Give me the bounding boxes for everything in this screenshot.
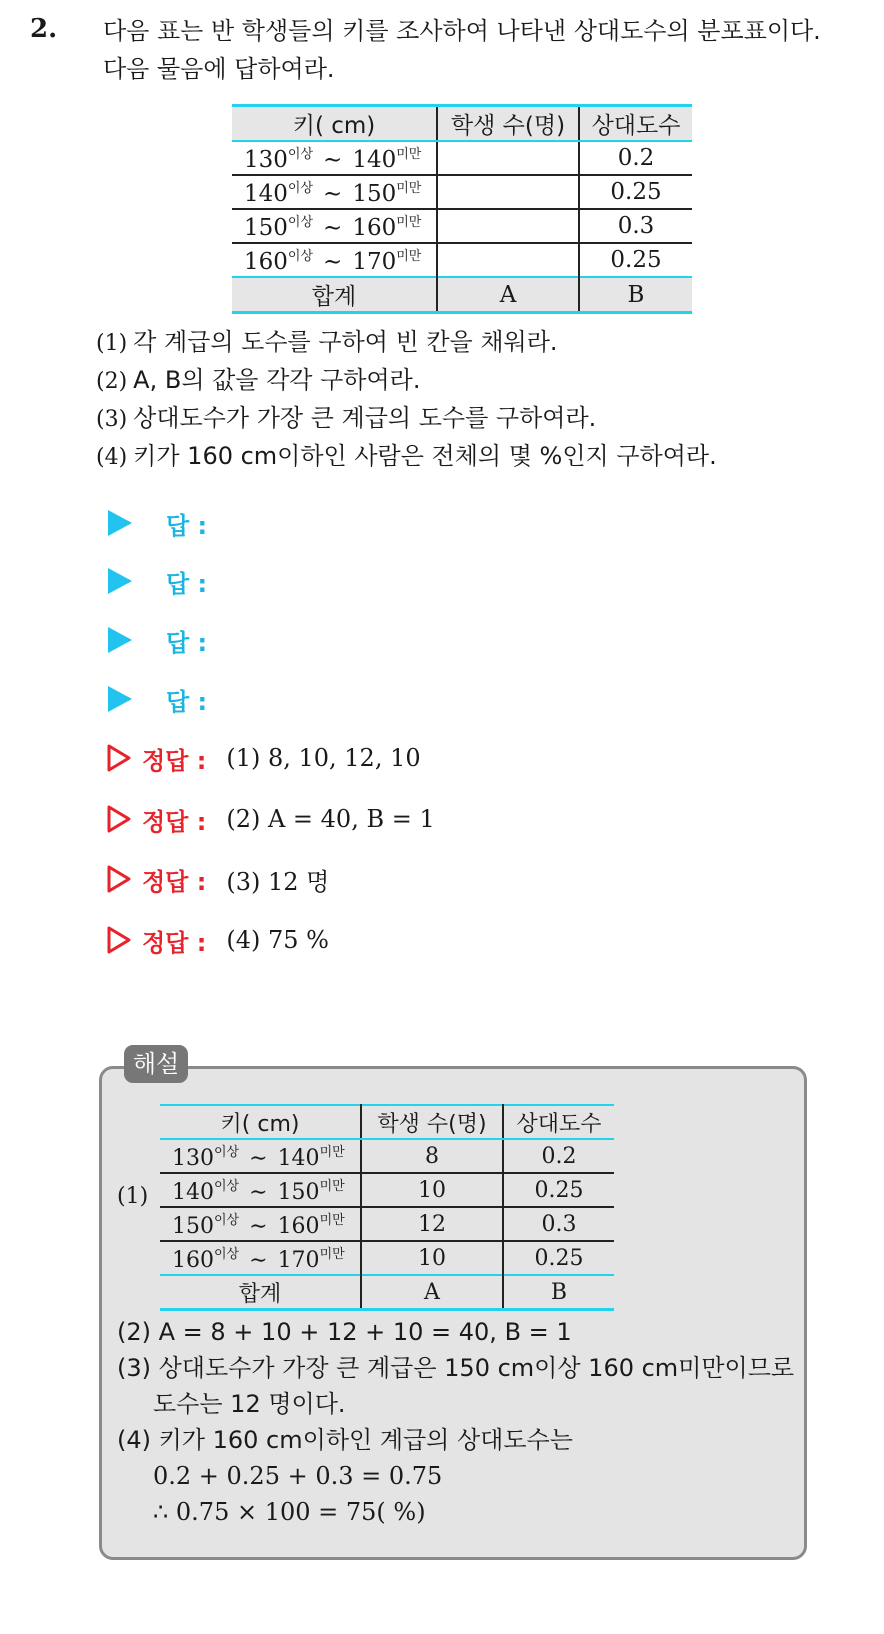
- total-relative-frequency: B: [503, 1275, 614, 1310]
- solution-label: 정답 :: [142, 746, 207, 775]
- explanation-frequency-table: [160, 1104, 614, 1311]
- class-range: $160^{이상}$ ∼ $170^{미만}$: [160, 1241, 361, 1275]
- table-row: [160, 1207, 614, 1241]
- total-label: 합계: [160, 1275, 361, 1310]
- header-students: 학생 수(명): [361, 1105, 503, 1139]
- answer-label: 답 :: [166, 511, 208, 540]
- student-count-cell: [437, 141, 579, 175]
- answer-input-1[interactable]: [108, 505, 207, 541]
- answer-input-3[interactable]: [108, 622, 207, 658]
- table-row: [160, 1139, 614, 1173]
- answer-input-4[interactable]: [108, 681, 207, 717]
- student-count-cell: 12: [361, 1207, 503, 1241]
- student-count-cell: 10: [361, 1173, 503, 1207]
- solution-row: [106, 738, 421, 778]
- class-range: $130^{이상}$ ∼ $140^{미만}$: [160, 1139, 361, 1173]
- explanation-text: [117, 1314, 807, 1530]
- relative-frequency-cell: 0.3: [503, 1207, 614, 1241]
- explanation-line: 도수는 12 명이다.: [153, 1390, 346, 1418]
- header-height: 키( cm): [232, 106, 437, 142]
- relative-frequency-cell: 0.3: [579, 209, 692, 243]
- relative-frequency-cell: 0.25: [610, 247, 662, 273]
- answer-label: 답 :: [166, 569, 208, 598]
- solution-row: [106, 859, 329, 899]
- explanation-part-1-label: (1): [117, 1184, 149, 1209]
- solution-value: (1) 8, 10, 12, 10: [226, 744, 421, 772]
- question-text: [103, 12, 873, 88]
- student-count-cell: [437, 175, 579, 209]
- class-range: $160^{이상}$ ∼ $170^{미만}$: [232, 243, 437, 277]
- class-range: $140^{이상}$ ∼ $150^{미만}$: [160, 1173, 361, 1207]
- question-line-2: 다음 물음에 답하여라.: [103, 55, 335, 83]
- triangle-outline-icon: [106, 925, 132, 955]
- header-height: 키( cm): [160, 1105, 361, 1139]
- play-arrow-icon: [108, 510, 132, 536]
- triangle-outline-icon: [106, 864, 132, 894]
- table-row: [232, 141, 692, 175]
- solution-label: 정답 :: [142, 928, 207, 957]
- relative-frequency-cell: 0.2: [579, 141, 692, 175]
- solution-row: [106, 799, 435, 839]
- explanation-tab: 해설: [124, 1045, 188, 1083]
- question-line-1: 다음 표는 반 학생들의 키를 조사하여 나타낸 상대도수의 분포표이다.: [103, 17, 821, 45]
- explanation-equation: ∴ 0.75 × 100 = 75( %): [153, 1498, 426, 1526]
- table-row: [232, 243, 692, 277]
- play-arrow-icon: [108, 686, 132, 712]
- subquestion: (2) A, B의 값을 각각 구하여라.: [96, 366, 421, 394]
- student-count-cell: 10: [361, 1241, 503, 1275]
- total-count: A: [437, 277, 579, 313]
- solution-label: 정답 :: [142, 867, 207, 896]
- table-row: [232, 175, 692, 209]
- answer-label: 답 :: [166, 628, 208, 657]
- class-range: $150^{이상}$ ∼ $160^{미만}$: [232, 209, 437, 243]
- relative-frequency-cell: 0.25: [579, 175, 692, 209]
- explanation-line: (4) 키가 160 cm이하인 계급의 상대도수는: [117, 1426, 573, 1454]
- question-number: 2.: [30, 14, 58, 44]
- answer-label: 답 :: [166, 687, 208, 716]
- frequency-table: [232, 104, 692, 314]
- subquestion: (1) 각 계급의 도수를 구하여 빈 칸을 채워라.: [96, 328, 558, 356]
- header-relative-frequency: 상대도수: [579, 106, 692, 142]
- solution-value: (3) 12 명: [226, 867, 330, 896]
- student-count-cell: [437, 209, 579, 243]
- student-count-cell: [437, 243, 579, 277]
- subquestion-list: [96, 324, 717, 476]
- solution-label: 정답 :: [142, 807, 207, 836]
- play-arrow-icon: [108, 568, 132, 594]
- table-total-row: [160, 1275, 614, 1310]
- table-row: [160, 1173, 614, 1207]
- class-range: $150^{이상}$ ∼ $160^{미만}$: [160, 1207, 361, 1241]
- subquestion: (4) 키가 160 cm이하인 사람은 전체의 몇 %인지 구하여라.: [96, 442, 717, 470]
- class-range: $140^{이상}$ ∼ $150^{미만}$: [232, 175, 437, 209]
- table-row: [160, 1241, 614, 1275]
- relative-frequency-cell: 0.25: [534, 1245, 584, 1271]
- relative-frequency-cell: 0.25: [503, 1173, 614, 1207]
- triangle-outline-icon: [106, 743, 132, 773]
- table-row: [232, 209, 692, 243]
- triangle-outline-icon: [106, 804, 132, 834]
- relative-frequency-cell: 0.2: [503, 1139, 614, 1173]
- student-count-cell: 8: [361, 1139, 503, 1173]
- explanation-line: (3) 상대도수가 가장 큰 계급은 150 cm이상 160 cm미만이므로: [117, 1354, 795, 1382]
- solution-row: [106, 920, 329, 960]
- subquestion: (3) 상대도수가 가장 큰 계급의 도수를 구하여라.: [96, 404, 597, 432]
- table-header-row: [160, 1105, 614, 1139]
- table-header-row: [232, 106, 692, 142]
- class-range: $130^{이상}$ ∼ $140^{미만}$: [232, 141, 437, 175]
- solution-value: (2) A = 40, B = 1: [226, 805, 435, 833]
- table-total-row: [232, 277, 692, 313]
- total-label: 합계: [232, 277, 437, 313]
- explanation-equation: 0.2 + 0.25 + 0.3 = 0.75: [153, 1462, 443, 1490]
- total-count: A: [361, 1275, 503, 1310]
- answer-input-2[interactable]: [108, 563, 207, 599]
- header-relative-frequency: 상대도수: [503, 1105, 614, 1139]
- header-students: 학생 수(명): [437, 106, 579, 142]
- solution-value: (4) 75 %: [226, 926, 329, 954]
- total-relative-frequency: B: [579, 277, 692, 313]
- play-arrow-icon: [108, 627, 132, 653]
- explanation-line: (2) A = 8 + 10 + 12 + 10 = 40, B = 1: [117, 1318, 572, 1346]
